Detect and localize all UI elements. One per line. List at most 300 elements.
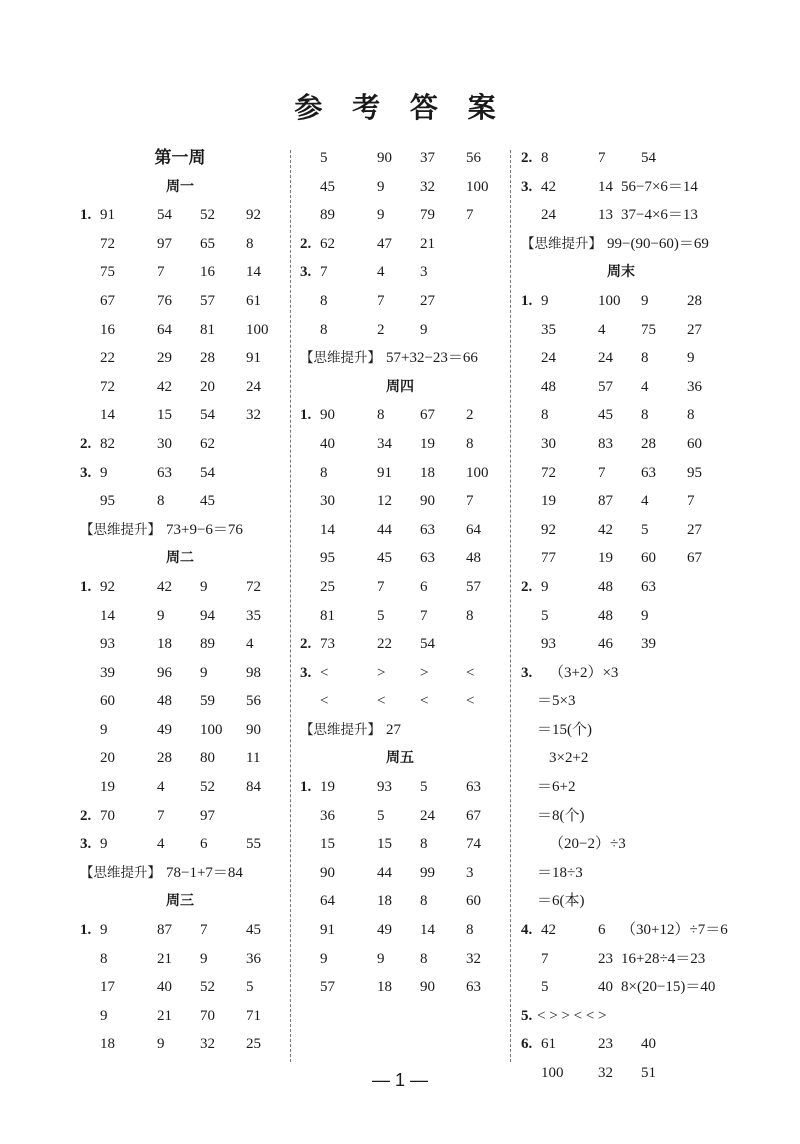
answer-cell: 81 bbox=[200, 321, 215, 338]
answer-row bbox=[521, 945, 751, 974]
think-tag: 【思维提升】 bbox=[300, 721, 381, 738]
answer-expression: 56−7×6＝14 bbox=[621, 178, 698, 195]
answer-cell: 24 bbox=[541, 207, 556, 224]
answer-cell: 18 bbox=[377, 979, 392, 996]
question-number: 1. bbox=[80, 922, 92, 939]
answer-cell: 5 bbox=[377, 807, 385, 824]
answer-cell: 87 bbox=[598, 493, 613, 510]
answer-cell: 64 bbox=[320, 893, 335, 910]
question-number: 3. bbox=[80, 836, 92, 853]
answer-cell: 16 bbox=[200, 264, 215, 281]
answer-row bbox=[521, 144, 751, 173]
answer-row bbox=[80, 744, 310, 773]
answer-cell: 82 bbox=[100, 435, 115, 452]
answer-row bbox=[300, 173, 533, 202]
answer-cell: 15 bbox=[377, 836, 392, 853]
answer-cell: 59 bbox=[200, 693, 215, 710]
page-number: — 1 — bbox=[371, 1070, 428, 1090]
answer-cell: 23 bbox=[598, 1036, 613, 1053]
answer-cell: 79 bbox=[420, 207, 435, 224]
answer-row bbox=[521, 887, 751, 916]
answer-cell: < bbox=[420, 693, 429, 710]
answer-cell: 7 bbox=[466, 493, 474, 510]
answer-cell: 8 bbox=[641, 407, 649, 424]
answer-cell: 7 bbox=[687, 493, 695, 510]
answer-cell: 72 bbox=[100, 235, 115, 252]
answer-cell: 72 bbox=[246, 578, 261, 595]
answer-row bbox=[521, 830, 751, 859]
answer-cell: 7 bbox=[200, 922, 208, 939]
day-heading: 周二 bbox=[166, 550, 194, 567]
answer-cell: 2 bbox=[466, 407, 474, 424]
solution-step: < > > < < > bbox=[537, 1007, 607, 1024]
answer-cell: 16 bbox=[100, 321, 115, 338]
answer-cell: 9 bbox=[320, 950, 328, 967]
question-number: 1. bbox=[300, 407, 312, 424]
answer-cell: < bbox=[320, 664, 329, 681]
answer-cell: < bbox=[320, 693, 329, 710]
answer-cell: 5 bbox=[420, 779, 428, 796]
answer-cell: 4 bbox=[641, 378, 649, 395]
answer-cell: 6 bbox=[420, 578, 428, 595]
answer-cell: 8 bbox=[100, 950, 108, 967]
answer-cell: 42 bbox=[541, 922, 556, 939]
answer-cell: 95 bbox=[320, 550, 335, 567]
answer-row bbox=[521, 1030, 751, 1059]
answer-cell: 45 bbox=[320, 178, 335, 195]
answer-cell: 100 bbox=[466, 178, 489, 195]
answer-cell: 15 bbox=[157, 407, 172, 424]
answer-row bbox=[80, 859, 310, 888]
answer-cell: 91 bbox=[100, 207, 115, 224]
answer-cell: 9 bbox=[100, 1007, 108, 1024]
answer-row bbox=[80, 602, 310, 631]
answer-cell: 8 bbox=[320, 292, 328, 309]
answer-cell: 45 bbox=[200, 493, 215, 510]
answer-cell: 97 bbox=[200, 807, 215, 824]
answer-cell: 30 bbox=[541, 435, 556, 452]
answer-cell: 90 bbox=[377, 150, 392, 166]
answer-cell: 52 bbox=[200, 779, 215, 796]
answer-cell: 32 bbox=[598, 1065, 613, 1081]
answer-cell: 4 bbox=[246, 636, 254, 653]
answer-cell: 54 bbox=[200, 464, 215, 481]
question-number: 2. bbox=[521, 150, 533, 166]
answer-row bbox=[300, 201, 530, 230]
answer-cell: 8 bbox=[466, 435, 474, 452]
answer-cell: 7 bbox=[598, 150, 606, 166]
answer-row bbox=[80, 830, 310, 859]
answer-cell: 60 bbox=[466, 893, 481, 910]
answer-cell: 8 bbox=[246, 235, 254, 252]
answer-column-3 bbox=[521, 144, 751, 1088]
answer-cell: < bbox=[466, 693, 475, 710]
answer-row bbox=[521, 459, 751, 488]
answer-row bbox=[521, 630, 751, 659]
answer-cell: 40 bbox=[320, 435, 335, 452]
answer-cell: 22 bbox=[377, 636, 392, 653]
answer-cell: 100 bbox=[466, 464, 489, 481]
answer-cell: 7 bbox=[598, 464, 606, 481]
answer-row bbox=[80, 687, 310, 716]
answer-row bbox=[300, 859, 530, 888]
solution-step: ＝6+2 bbox=[537, 779, 576, 796]
answer-cell: 8 bbox=[541, 150, 549, 166]
answer-cell: 22 bbox=[100, 350, 115, 367]
think-tag: 【思维提升】 bbox=[80, 864, 161, 881]
answer-cell: 98 bbox=[246, 664, 261, 681]
answer-row bbox=[80, 773, 310, 802]
column-divider bbox=[290, 150, 291, 1062]
answer-cell: 29 bbox=[157, 350, 172, 367]
question-number: 3. bbox=[300, 264, 312, 281]
answer-row bbox=[80, 201, 310, 230]
answer-row bbox=[521, 573, 751, 602]
think-tag: 【思维提升】 bbox=[521, 235, 602, 252]
answer-cell: 12 bbox=[377, 493, 392, 510]
answer-row bbox=[300, 144, 533, 173]
question-number: 3. bbox=[300, 664, 312, 681]
answer-cell: 9 bbox=[377, 207, 385, 224]
answer-cell: 67 bbox=[420, 407, 435, 424]
answer-cell: < bbox=[377, 693, 386, 710]
answer-cell: 48 bbox=[598, 607, 613, 624]
answer-row bbox=[80, 401, 310, 430]
answer-cell: 90 bbox=[420, 493, 435, 510]
answer-cell: 9 bbox=[541, 578, 549, 595]
answer-row bbox=[521, 744, 751, 773]
answer-cell: 91 bbox=[377, 464, 392, 481]
answer-cell: 8 bbox=[157, 493, 165, 510]
think-tag: 【思维提升】 bbox=[300, 350, 381, 367]
answer-cell: 48 bbox=[541, 378, 556, 395]
answer-cell: 24 bbox=[598, 350, 613, 367]
answer-row bbox=[300, 544, 530, 573]
answer-row bbox=[80, 1030, 310, 1059]
answer-cell: 18 bbox=[100, 1036, 115, 1053]
answer-cell: 4 bbox=[377, 264, 385, 281]
answer-cell: 25 bbox=[246, 1036, 261, 1053]
answer-cell: 9 bbox=[377, 950, 385, 967]
answer-cell: 55 bbox=[246, 836, 261, 853]
answer-row bbox=[521, 230, 751, 259]
question-number: 1. bbox=[300, 779, 312, 796]
answer-cell: 35 bbox=[541, 321, 556, 338]
answer-row bbox=[521, 659, 751, 688]
answer-cell: 84 bbox=[246, 779, 261, 796]
answer-cell: 57 bbox=[598, 378, 613, 395]
question-number: 6. bbox=[521, 1036, 533, 1053]
answer-cell: 92 bbox=[246, 207, 261, 224]
answer-cell: 36 bbox=[687, 378, 702, 395]
answer-cell: 21 bbox=[157, 1007, 172, 1024]
answer-cell: 75 bbox=[100, 264, 115, 281]
solution-step: （3+2）×3 bbox=[549, 664, 619, 681]
answer-cell: 9 bbox=[157, 1036, 165, 1053]
answer-cell: 32 bbox=[466, 950, 481, 967]
answer-cell: 100 bbox=[200, 721, 223, 738]
answer-cell: 90 bbox=[320, 864, 335, 881]
answer-cell: 92 bbox=[100, 578, 115, 595]
answer-row bbox=[80, 659, 310, 688]
question-number: 1. bbox=[80, 578, 92, 595]
answer-cell: 57 bbox=[200, 292, 215, 309]
answer-cell: 52 bbox=[200, 207, 215, 224]
answer-cell: 24 bbox=[420, 807, 435, 824]
answer-row bbox=[300, 973, 530, 1002]
answer-row bbox=[300, 687, 530, 716]
answer-row bbox=[300, 516, 530, 545]
answer-cell: 17 bbox=[100, 979, 115, 996]
answer-cell: 7 bbox=[377, 578, 385, 595]
answer-cell: 7 bbox=[420, 607, 428, 624]
answer-row bbox=[80, 258, 310, 287]
answer-cell: 5 bbox=[377, 607, 385, 624]
page-title: 参 考 答 案 bbox=[294, 91, 506, 124]
answer-row bbox=[521, 716, 751, 745]
answer-row bbox=[300, 316, 530, 345]
answer-row bbox=[300, 344, 530, 373]
question-number: 2. bbox=[80, 807, 92, 824]
answer-cell: 57 bbox=[466, 578, 481, 595]
answer-cell: 61 bbox=[541, 1036, 556, 1053]
answer-cell: 76 bbox=[157, 292, 172, 309]
solution-step: （20−2）÷3 bbox=[549, 836, 626, 853]
answer-row bbox=[80, 1002, 310, 1031]
answer-cell: 100 bbox=[246, 321, 269, 338]
question-number: 4. bbox=[521, 922, 533, 939]
answer-cell: 15 bbox=[320, 836, 335, 853]
answer-cell: 7 bbox=[377, 292, 385, 309]
answer-cell: 14 bbox=[100, 407, 115, 424]
answer-cell: 8 bbox=[377, 407, 385, 424]
answer-row bbox=[521, 201, 751, 230]
answer-cell: 87 bbox=[157, 922, 172, 939]
answer-cell: 62 bbox=[200, 435, 215, 452]
answer-cell: 49 bbox=[157, 721, 172, 738]
question-number: 5. bbox=[521, 1007, 533, 1024]
answer-cell: 21 bbox=[420, 235, 435, 252]
answer-cell: 40 bbox=[157, 979, 172, 996]
answer-cell: 72 bbox=[541, 464, 556, 481]
answer-row bbox=[300, 230, 530, 259]
answer-cell: 5 bbox=[320, 150, 328, 166]
answer-cell: 27 bbox=[687, 321, 702, 338]
answer-row bbox=[80, 716, 310, 745]
answer-cell: 19 bbox=[320, 779, 335, 796]
answer-cell: 8 bbox=[687, 407, 695, 424]
answer-cell: 32 bbox=[246, 407, 261, 424]
answer-cell: 8 bbox=[320, 321, 328, 338]
answer-row bbox=[521, 487, 751, 516]
answer-expression: 8×(20−15)＝40 bbox=[621, 979, 716, 996]
answer-column-1 bbox=[80, 144, 310, 1059]
answer-row bbox=[521, 516, 751, 545]
think-answer: 57+32−23＝66 bbox=[386, 350, 478, 367]
answer-cell: 8 bbox=[641, 350, 649, 367]
answer-expression: 16+28÷4＝23 bbox=[621, 950, 706, 967]
answer-cell: 44 bbox=[377, 521, 392, 538]
answer-cell: 4 bbox=[157, 779, 165, 796]
answer-cell: 42 bbox=[541, 178, 556, 195]
answer-cell: 77 bbox=[541, 550, 556, 567]
answer-cell: 91 bbox=[320, 922, 335, 939]
answer-row bbox=[80, 344, 310, 373]
answer-cell: 39 bbox=[100, 664, 115, 681]
answer-row bbox=[300, 659, 533, 688]
answer-cell: 90 bbox=[420, 979, 435, 996]
answer-cell: 20 bbox=[200, 378, 215, 395]
answer-row bbox=[300, 487, 530, 516]
answer-row bbox=[300, 802, 530, 831]
answer-cell: 9 bbox=[687, 350, 695, 367]
solution-step: ＝5×3 bbox=[537, 693, 576, 710]
answer-cell: 67 bbox=[687, 550, 702, 567]
question-number: 3. bbox=[521, 664, 533, 681]
answer-cell: 97 bbox=[157, 235, 172, 252]
answer-cell: 60 bbox=[641, 550, 656, 567]
answer-cell: 14 bbox=[100, 607, 115, 624]
answer-cell: 3 bbox=[420, 264, 428, 281]
answer-cell: 100 bbox=[541, 1065, 564, 1081]
answer-cell: 63 bbox=[420, 550, 435, 567]
question-number: 1. bbox=[80, 207, 92, 224]
answer-cell: 6 bbox=[598, 922, 606, 939]
answer-cell: 9 bbox=[641, 292, 649, 309]
answer-cell: 67 bbox=[466, 807, 481, 824]
answer-cell: 54 bbox=[200, 407, 215, 424]
answer-cell: 40 bbox=[598, 979, 613, 996]
answer-cell: 45 bbox=[598, 407, 613, 424]
answer-cell: 63 bbox=[420, 521, 435, 538]
answer-cell: 75 bbox=[641, 321, 656, 338]
answer-cell: 56 bbox=[246, 693, 261, 710]
answer-cell: 93 bbox=[100, 636, 115, 653]
answer-cell: 42 bbox=[157, 378, 172, 395]
answer-cell: 48 bbox=[466, 550, 481, 567]
answer-cell: 5 bbox=[541, 607, 549, 624]
answer-cell: 39 bbox=[641, 636, 656, 653]
answer-cell: 73 bbox=[320, 636, 335, 653]
answer-cell: 63 bbox=[641, 578, 656, 595]
answer-cell: 80 bbox=[200, 750, 215, 767]
answer-row bbox=[80, 945, 310, 974]
answer-row bbox=[300, 258, 530, 287]
answer-row bbox=[300, 401, 530, 430]
answer-cell: 28 bbox=[641, 435, 656, 452]
answer-cell: 28 bbox=[200, 350, 215, 367]
answer-cell: > bbox=[420, 664, 429, 681]
day-heading: 周四 bbox=[386, 378, 414, 395]
answer-cell: 94 bbox=[200, 607, 215, 624]
answer-cell: 45 bbox=[377, 550, 392, 567]
answer-cell: 52 bbox=[200, 979, 215, 996]
answer-cell: 7 bbox=[157, 807, 165, 824]
answer-cell: < bbox=[466, 664, 475, 681]
answer-cell: 9 bbox=[420, 321, 428, 338]
answer-row bbox=[80, 630, 310, 659]
answer-cell: 8 bbox=[420, 893, 428, 910]
answer-cell: 30 bbox=[320, 493, 335, 510]
answer-row bbox=[300, 773, 530, 802]
answer-cell: 7 bbox=[466, 207, 474, 224]
answer-cell: 54 bbox=[420, 636, 435, 653]
answer-cell: 4 bbox=[598, 321, 606, 338]
answer-cell: 25 bbox=[320, 578, 335, 595]
answer-cell: 8 bbox=[466, 922, 474, 939]
answer-cell: 6 bbox=[200, 836, 208, 853]
day-heading: 周末 bbox=[607, 264, 635, 281]
answer-cell: 63 bbox=[466, 779, 481, 796]
answer-row bbox=[300, 373, 530, 402]
answer-cell: 40 bbox=[641, 1036, 656, 1053]
answer-cell: 62 bbox=[320, 235, 335, 252]
answer-cell: 65 bbox=[200, 235, 215, 252]
answer-cell: 95 bbox=[687, 464, 702, 481]
answer-cell: 3 bbox=[466, 864, 474, 881]
answer-row bbox=[80, 430, 310, 459]
answer-cell: 54 bbox=[641, 150, 656, 166]
answer-row bbox=[300, 459, 530, 488]
answer-cell: 28 bbox=[157, 750, 172, 767]
answer-cell: 83 bbox=[598, 435, 613, 452]
answer-row bbox=[80, 230, 310, 259]
answer-row bbox=[521, 1002, 751, 1031]
answer-cell: 9 bbox=[200, 950, 208, 967]
answer-row bbox=[300, 744, 530, 773]
answer-cell: 36 bbox=[246, 950, 261, 967]
answer-cell: 5 bbox=[246, 979, 254, 996]
answer-cell: 19 bbox=[598, 550, 613, 567]
answer-cell: 7 bbox=[541, 950, 549, 967]
answer-cell: 18 bbox=[420, 464, 435, 481]
answer-row bbox=[521, 258, 751, 287]
answer-row bbox=[521, 344, 751, 373]
answer-cell: 63 bbox=[157, 464, 172, 481]
answer-cell: 46 bbox=[598, 636, 613, 653]
answer-cell: 51 bbox=[641, 1065, 656, 1081]
answer-cell: 64 bbox=[466, 521, 481, 538]
answer-row bbox=[521, 401, 751, 430]
answer-cell: 99 bbox=[420, 864, 435, 881]
answer-cell: 13 bbox=[598, 207, 613, 224]
answer-cell: 9 bbox=[100, 721, 108, 738]
answer-row bbox=[521, 287, 751, 316]
answer-cell: 44 bbox=[377, 864, 392, 881]
solution-step: ＝18÷3 bbox=[537, 864, 583, 881]
answer-cell: 72 bbox=[100, 378, 115, 395]
answer-row bbox=[300, 430, 530, 459]
think-answer: 99−(90−60)＝69 bbox=[607, 235, 709, 252]
answer-cell: 32 bbox=[200, 1036, 215, 1053]
answer-cell: 9 bbox=[157, 607, 165, 624]
answer-row bbox=[521, 773, 751, 802]
answer-cell: 4 bbox=[641, 493, 649, 510]
answer-cell: 42 bbox=[157, 578, 172, 595]
think-answer: 27 bbox=[386, 721, 401, 738]
answer-cell: 8 bbox=[320, 464, 328, 481]
answer-cell: 90 bbox=[320, 407, 335, 424]
answer-row bbox=[300, 916, 533, 945]
answer-cell: 67 bbox=[100, 292, 115, 309]
answer-cell: 23 bbox=[598, 950, 613, 967]
answer-row bbox=[300, 830, 530, 859]
day-heading: 周三 bbox=[166, 893, 194, 910]
answer-row bbox=[521, 430, 751, 459]
answer-cell: 91 bbox=[246, 350, 261, 367]
think-answer: 73+9−6＝76 bbox=[166, 521, 243, 538]
answer-cell: 74 bbox=[466, 836, 481, 853]
